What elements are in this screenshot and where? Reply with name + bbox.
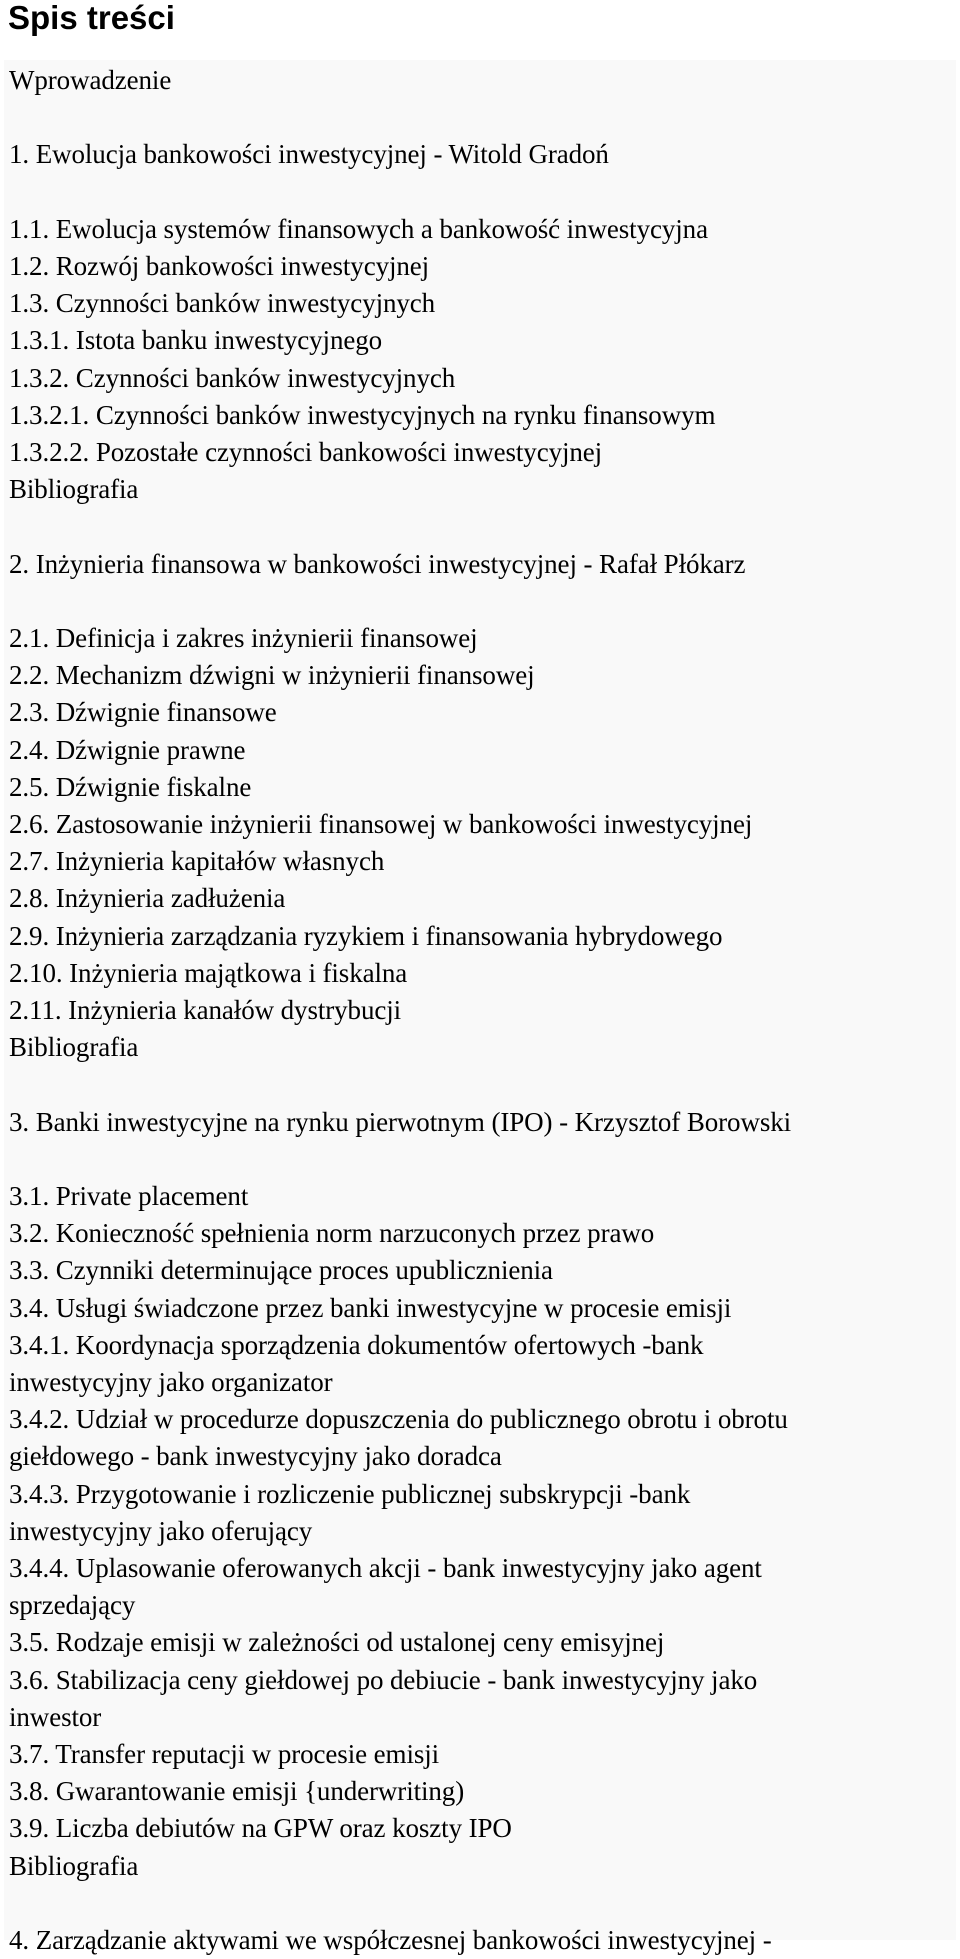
toc-list: [4, 60, 956, 1959]
toc-entry[interactable]: 3.1. Private placement: [9, 1181, 249, 1211]
toc-entry[interactable]: 1.1. Ewolucja systemów finansowych a bankowość inwestycyjna: [9, 213, 708, 244]
toc-spacer: [9, 99, 952, 136]
table-of-contents: [4, 60, 956, 1956]
toc-spacer: [9, 583, 952, 620]
toc-entry[interactable]: 3.3. Czynniki determinujące proces upublicznienia: [9, 1255, 553, 1286]
page-title: Spis treści: [8, 0, 175, 36]
toc-entry[interactable]: 1.3.1. Istota banku inwestycyjnego: [9, 325, 383, 356]
toc-entry[interactable]: 2.9. Inżynieria zarządzania ryzykiem i finansowania hybrydowego: [9, 920, 723, 951]
toc-entry[interactable]: 3.4.1. Koordynacja sporządzenia dokumentów ofertowych -bank: [9, 1329, 704, 1360]
toc-entry[interactable]: Wprowadzenie: [9, 65, 172, 95]
toc-entry[interactable]: 3.5. Rodzaje emisji w zależności od ustalonej ceny emisyjnej: [9, 1627, 665, 1658]
toc-entry[interactable]: 3.4.3. Przygotowanie i rozliczenie publicznej subskrypcji -bank: [9, 1478, 691, 1509]
toc-entry[interactable]: 3.6. Stabilizacja ceny giełdowej po debiucie - bank inwestycyjny jako: [9, 1664, 758, 1695]
toc-entry[interactable]: 3.4.4. Uplasowanie oferowanych akcji - bank inwestycyjny jako agent: [9, 1553, 762, 1584]
toc-entry[interactable]: 2.3. Dźwignie finansowe: [9, 697, 277, 728]
toc-entry[interactable]: 1.3.2.1. Czynności banków inwestycyjnych na rynku finansowym: [9, 399, 716, 430]
toc-spacer: [9, 1066, 952, 1103]
toc-entry[interactable]: 2.10. Inżynieria majątkowa i fiskalna: [9, 957, 408, 988]
toc-entry[interactable]: 2.8. Inżynieria zadłużenia: [9, 883, 286, 914]
toc-entry[interactable]: 2.7. Inżynieria kapitałów własnych: [9, 846, 385, 877]
toc-entry[interactable]: inwestycyjny jako organizator: [9, 1367, 333, 1398]
toc-entry[interactable]: 3.8. Gwarantowanie emisji {underwriting): [9, 1776, 465, 1807]
toc-entry[interactable]: 4. Zarządzanie aktywami we współczesnej bankowości inwestycyjnej -: [9, 1925, 772, 1956]
toc-entry[interactable]: 3.9. Liczba debiutów na GPW oraz koszty IPO: [9, 1813, 512, 1844]
toc-spacer: [9, 1885, 952, 1922]
toc-spacer: [9, 508, 952, 545]
toc-entry[interactable]: 1.3.2. Czynności banków inwestycyjnych: [9, 362, 456, 393]
toc-entry[interactable]: inwestor: [9, 1701, 102, 1732]
toc-entry[interactable]: 1. Ewolucja bankowości inwestycyjnej - Witold Gradoń: [9, 139, 609, 170]
toc-entry[interactable]: 1.2. Rozwój bankowości inwestycyjnej: [9, 250, 430, 281]
toc-entry[interactable]: Bibliografia: [9, 1032, 139, 1063]
toc-entry[interactable]: 2.4. Dźwignie prawne: [9, 734, 246, 765]
toc-entry[interactable]: 3.4.2. Udział w procedurze dopuszczenia do publicznego obrotu i obrotu: [9, 1404, 788, 1435]
toc-entry[interactable]: giełdowego - bank inwestycyjny jako doradca: [9, 1441, 502, 1472]
toc-entry[interactable]: 2.5. Dźwignie fiskalne: [9, 771, 252, 802]
toc-entry[interactable]: 3.2. Konieczność spełnienia norm narzuconych przez prawo: [9, 1218, 655, 1249]
toc-entry[interactable]: 3.4. Usługi świadczone przez banki inwestycyjne w procesie emisji: [9, 1292, 732, 1323]
toc-entry[interactable]: 2. Inżynieria finansowa w bankowości inwestycyjnej - Rafał Płókarz: [9, 548, 746, 579]
toc-entry[interactable]: sprzedający: [9, 1590, 136, 1621]
toc-entry[interactable]: 3. Banki inwestycyjne na rynku pierwotnym (IPO) - Krzysztof Borowski: [9, 1106, 792, 1137]
toc-spacer: [9, 174, 952, 211]
toc-entry[interactable]: Bibliografia: [9, 1850, 139, 1881]
toc-entry[interactable]: 3.7. Transfer reputacji w procesie emisji: [9, 1739, 440, 1770]
toc-entry[interactable]: 1.3. Czynności banków inwestycyjnych: [9, 288, 436, 319]
toc-entry[interactable]: 2.1. Definicja i zakres inżynierii finansowej: [9, 622, 478, 653]
toc-entry[interactable]: 2.6. Zastosowanie inżynierii finansowej w bankowości inwestycyjnej: [9, 809, 753, 839]
toc-entry[interactable]: Bibliografia: [9, 474, 139, 505]
toc-entry[interactable]: inwestycyjny jako oferujący: [9, 1515, 313, 1546]
toc-entry[interactable]: 1.3.2.2. Pozostałe czynności bankowości inwestycyjnej: [9, 437, 603, 467]
toc-entry[interactable]: 2.2. Mechanizm dźwigni w inżynierii finansowej: [9, 660, 535, 691]
toc-entry[interactable]: 2.11. Inżynieria kanałów dystrybucji: [9, 995, 402, 1026]
toc-spacer: [9, 1141, 952, 1178]
